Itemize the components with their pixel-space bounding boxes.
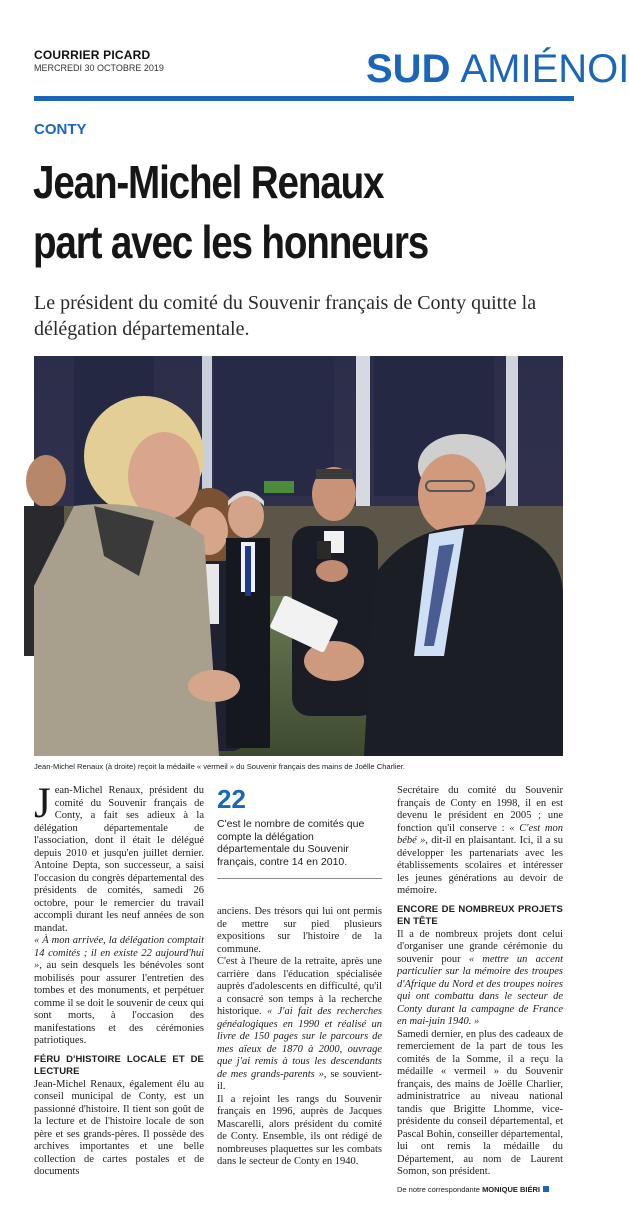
publication-date: MERCREDI 30 OCTOBRE 2019 [34,63,164,73]
article-column-1 [34,780,204,1179]
fact-divider [217,878,382,879]
fact-text: C'est le nombre de comités que compte la délégation départementale du Souvenir français, contre 14 en 2010. [217,818,365,868]
drop-cap: J [34,780,51,827]
byline [397,1184,563,1197]
quote-genealogy: « J'ai fait des recherches généalogiques en 1990 et réalisé un livre de 150 pages sur le parcours de mes aïeux de 1870 à 2000, ouvrage que j'ai remis à tous les descendants de mes grands-parents » [217,1006,382,1080]
section-title [366,44,629,94]
fact-box [217,784,382,879]
end-mark [543,1186,549,1192]
article-headline [33,152,478,272]
quote-delegation: « À mon arrivée, la délégation comptait 14 comités ; il en existe 22 aujourd'hui » [34,935,204,971]
paragraph-5-end: , se souvient-il. [217,1068,382,1092]
article-column-2 [217,906,382,1169]
paragraph-1-text: ean-Michel Renaux, président du comité du Souvenir français de Conty, a fait ses adieux à la délégation départementale de l'association, dont il était le délégué depuis 2010 et jusqu'en juillet dernier. Antoine Depta, son successeur, a saisi l'occasion du congrès départemental des présidents de comités, samedi 26 octobre, pour le remercier du travail accompli durant les neuf années de son mandat. [34,785,204,934]
article-standfirst: Le président du comité du Souvenir français de Conty quitte la délégation départementale. [34,292,537,340]
masthead [34,48,164,73]
paragraph-7 [397,785,563,898]
photo-illustration [34,356,563,756]
paragraph-2 [34,935,204,1048]
paragraph-7-lead: Secrétaire du comité du Souvenir français de Conty en 1998, il en est devenu le président en 2005 ; une fonction qu'il conserve : [397,785,563,834]
article-photo [34,356,563,756]
paragraph-5-lead: C'est à l'heure de la retraite, après une carrière dans l'éducation spécialisée auprès d'adolescents en difficulté, qu'il a consacré son temps à la recherche historique. [217,956,382,1017]
subhead-projects: ENCORE DE NOMBREUX PROJETS EN TÊTE [397,903,563,927]
section-title-strong: SUD [366,47,451,91]
headline-line-2: part avec les honneurs [33,216,429,268]
paragraph-2-text: , au sein desquels les bénévoles sont mobilisés pour assurer l'entretien des tombes et des monuments, et perpétuer comme il se doit le souvenir de ceux qui sont morts, à l'occasion des manifestations et des cérémonies patriotiques. [34,960,204,1046]
quote-baby: « C'est mon bébé » [397,822,564,846]
paragraph-4: anciens. Des trésors qui lui ont permis de mettre sur pied plusieurs expositions sur l'histoire de la commune. [217,906,382,955]
paragraph-1 [34,780,204,935]
article-kicker: CONTY [34,121,87,138]
quote-ceremony: « mettre un accent particulier sur la mémoire des troupes d'Afrique du Nord et des troupes noires qui ont combattu dans le secteur de Conty durant la campagne de France en mai-juin 1940. » [397,953,563,1027]
byline-prefix: De notre correspondante [397,1184,480,1194]
paragraph-5 [217,956,382,1094]
fact-number: 22 [217,784,246,814]
byline-author: MONIQUE BIÉRI [482,1184,540,1194]
paragraph-3: Jean-Michel Renaux, également élu au conseil municipal de Conty, est un passionné d'histoire. Il tient son goût de la lecture et de l'histoire locale de son père et ses grands-pères. Il possède des archives importantes et une belle collection de cartes postales et de documents [34,1078,204,1177]
paragraph-9: Samedi dernier, en plus des cadeaux de remerciement de la part de tous les comités de la Somme, il a reçu la médaille « vermeil » du Souvenir français, des mains de Joëlle Charlier, administratrice au niveau national tandis que Brigitte Lhomme, vice-présidente du conseil départemental, et Pascal Bohin, conseiller départemental, lui ont remis la médaille du Département, au nom de Laurent Somon, son président. [397,1028,563,1177]
masthead-rule [34,96,574,101]
section-title-light: AMIÉNOI [460,47,629,91]
subhead-history: FÉRU D'HISTOIRE LOCALE ET DE LECTURE [34,1053,204,1077]
paragraph-7-text: , dit-il en plaisantant. Ici, il a su développer les partenariats avec les établissements scolaires et intéresser les jeunes générations au devoir de mémoire. [397,835,564,896]
newspaper-name: COURRIER PICARD [34,48,151,62]
photo-caption: Jean-Michel Renaux (à droite) reçoit la médaille « vermeil » du Souvenir français des mains de Joëlle Charlier. [34,762,406,771]
headline-line-1: Jean-Michel Renaux [33,156,384,208]
paragraph-8 [397,929,563,1029]
paragraph-8-lead: Il a de nombreux projets dont celui d'organiser une grande cérémonie du souvenir pour [397,928,563,965]
article-column-3 [397,785,563,1196]
paragraph-6: Il a rejoint les rangs du Souvenir français en 1996, auprès de Jacques Mascarelli, alors président du comité de Conty. Ensemble, ils ont rédigé de nombreuses plaquettes sur les combats dans le secteur de Conty en 1940. [217,1093,382,1167]
